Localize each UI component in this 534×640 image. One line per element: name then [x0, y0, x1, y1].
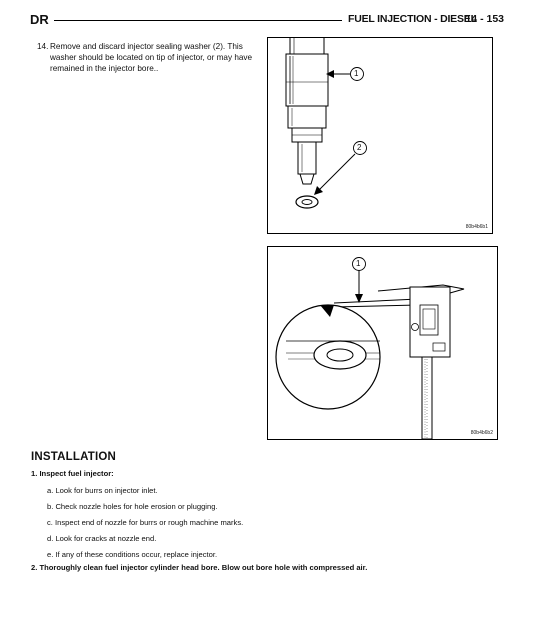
install-step-2: 2. Thoroughly clean fuel injector cylinder head bore. Blow out bore hole with compressed air. [31, 563, 368, 572]
section-code: DR [30, 12, 49, 27]
figure-code: 80b4b6b2 [470, 430, 493, 436]
install-item-c: c. Inspect end of nozzle for burrs or rough machine marks. [47, 518, 244, 527]
callout-2: 2 [357, 143, 362, 152]
page-header [30, 12, 504, 30]
installation-heading: INSTALLATION [31, 451, 117, 463]
step-number: 14. [37, 42, 49, 51]
callout-1: 1 [354, 69, 359, 78]
figure-code: 80b4b6b1 [465, 224, 488, 230]
injector-illustration [268, 38, 492, 233]
install-item-a: a. Look for burrs on injector inlet. [47, 486, 158, 495]
step-text: Remove and discard injector sealing washer (2). This washer should be located on tip of injector, or may have remained in the injector bore.. [50, 42, 253, 73]
page-number: 14 - 153 [465, 13, 504, 25]
install-item-e: e. If any of these conditions occur, replace injector. [47, 550, 218, 559]
caliper-illustration [268, 247, 497, 439]
figure-caliper-washer [267, 246, 498, 440]
figure-injector-washer [267, 37, 493, 234]
chapter-title: FUEL INJECTION - DIESEL [348, 13, 477, 25]
install-item-b: b. Check nozzle holes for hole erosion or plugging. [47, 502, 218, 511]
header-rule [54, 20, 342, 21]
install-item-d: d. Look for cracks at nozzle end. [47, 534, 157, 543]
callout-1: 1 [356, 259, 361, 268]
install-step-1: 1. Inspect fuel injector: [31, 469, 114, 478]
